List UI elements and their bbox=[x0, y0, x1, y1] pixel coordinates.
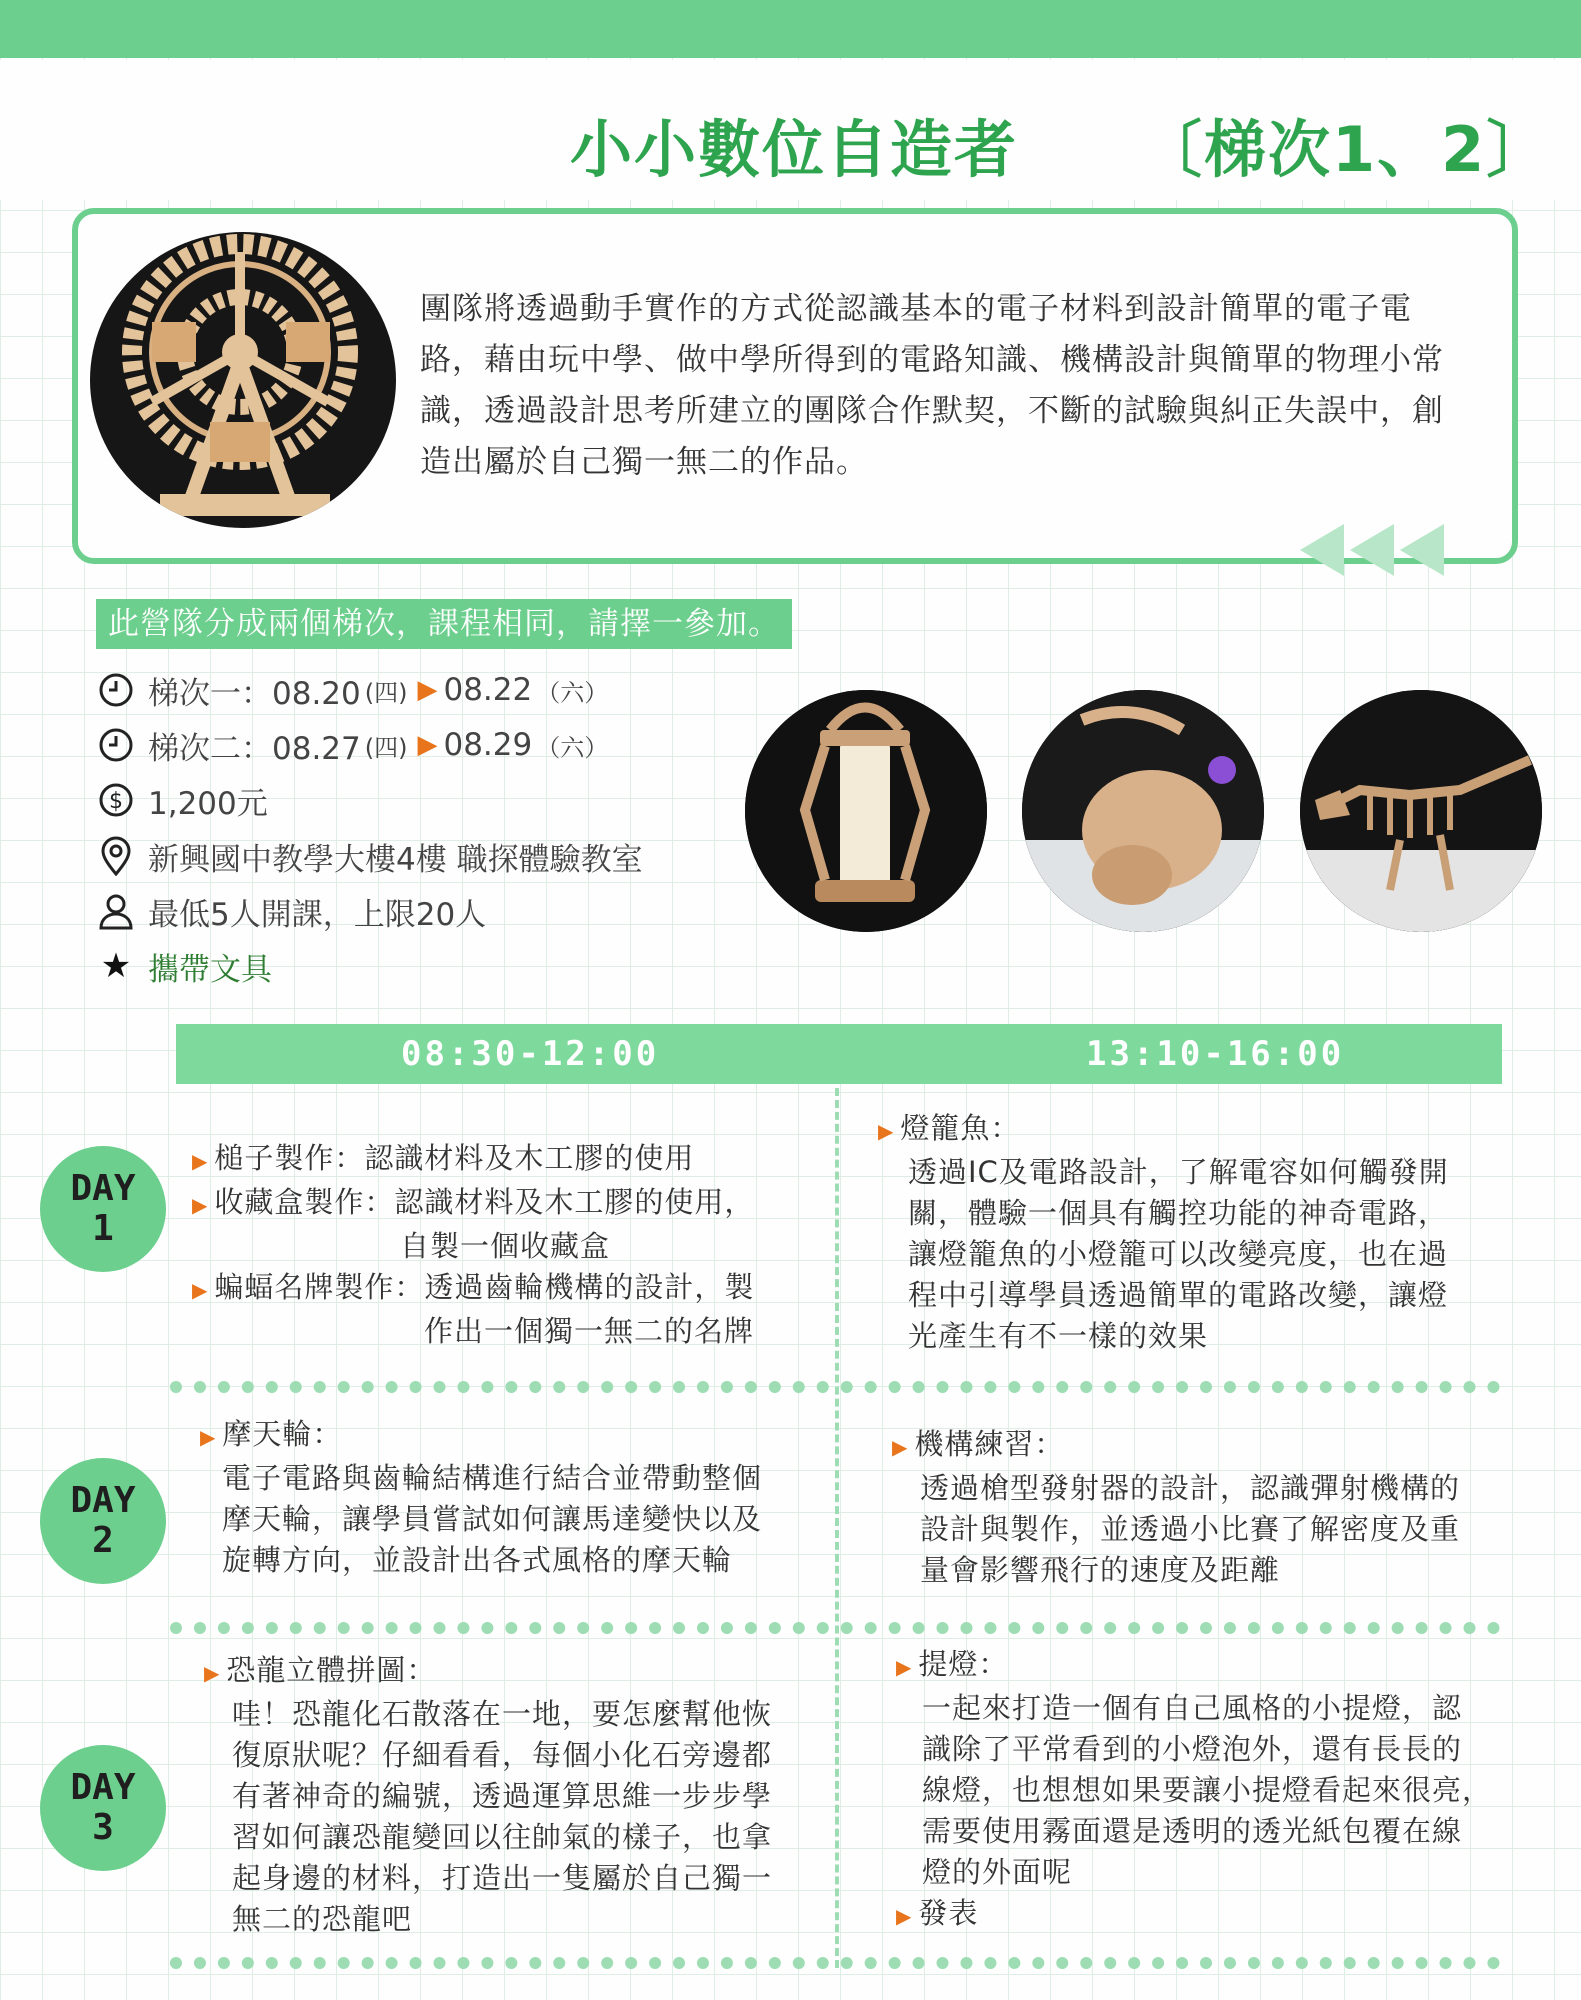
row-divider bbox=[170, 1381, 1500, 1393]
batch-tag: 〔梯次1、2〕 bbox=[1140, 113, 1551, 186]
day-3-afternoon: ▶ 提燈： 一起來打造一個有自己風格的小提燈，認 識除了平常看到的小燈泡外，還有長長的 線燈，也想想如果要讓小提燈看起來很亮， 需要使用霧面還是透明的透光紙包覆在線 燈的外面呢 ▶ 發表 bbox=[896, 1647, 1493, 1930]
morning-header: 08:30-12:00 bbox=[401, 1034, 660, 1074]
day-2-morning: ▶ 摩天輪： 電子電路與齒輪結構進行結合並帶動整個 摩天輪，讓學員嘗試如何讓馬達變快以及 旋轉方向，並設計出各式風格的摩天輪 bbox=[200, 1417, 763, 1577]
top-banner bbox=[0, 0, 1581, 58]
arrow-right-icon: ▶ bbox=[892, 1435, 909, 1459]
day-3-badge: DAY 3 bbox=[40, 1745, 166, 1871]
clock-icon bbox=[96, 725, 136, 765]
arrow-right-icon: ▶ bbox=[192, 1193, 209, 1217]
svg-text:$: $ bbox=[109, 789, 123, 814]
arrow-right-icon: ▶ bbox=[192, 1278, 209, 1302]
day-3-morning: ▶ 恐龍立體拼圖： 哇！恐龍化石散落在一地，要怎麼幫他恢 復原狀呢？仔細看看，每個小化石旁邊都 有著神奇的編號，透過運算思維一步步學 習如何讓恐龍變回以往帥氣的樣子，也拿 起身邊的材料，打造出一隻屬於自己獨一 無二的恐龍吧 bbox=[204, 1653, 773, 1936]
lantern-photo bbox=[745, 690, 987, 932]
arrow-right-icon: ▶ bbox=[192, 1149, 209, 1173]
arrow-right-icon: ▶ bbox=[204, 1661, 221, 1685]
batch-notice: 此營隊分成兩個梯次，課程相同，請擇一參加。 bbox=[96, 599, 792, 649]
batch1-info: 梯次一：08.20 (四) ▶ 08.22 （六） bbox=[96, 667, 612, 713]
arrow-right-icon: ▶ bbox=[417, 675, 438, 705]
dinosaur-photo bbox=[1300, 690, 1542, 932]
page-title: 小小數位自造者 bbox=[570, 113, 1019, 186]
row-divider bbox=[170, 1957, 1500, 1969]
location-pin-icon bbox=[96, 836, 136, 876]
intro-text: 團隊將透過動手實作的方式從認識基本的電子材料到設計簡單的電子電路，藉由玩中學、做中學所得到的電路知識、機構設計與簡單的物理小常識，透過設計思考所建立的團隊合作默契，不斷的試驗與糾正失誤中，創造出屬於自己獨一無二的作品。 bbox=[420, 291, 1444, 480]
clock-icon bbox=[96, 670, 136, 710]
list-item: ▶ 槌子製作：認識材料及木工膠的使用 bbox=[192, 1141, 695, 1175]
star-icon: ★ bbox=[100, 946, 132, 986]
arrow-right-icon: ▶ bbox=[417, 730, 438, 760]
dollar-icon bbox=[96, 780, 136, 820]
capacity-info: 最低5人開課，上限20人 bbox=[96, 888, 486, 934]
day-2-afternoon: ▶ 機構練習： 透過槍型發射器的設計，認識彈射機構的 設計與製作，並透過小比賽了解密度及重 量會影響飛行的速度及距離 bbox=[892, 1427, 1461, 1587]
arrow-right-icon: ▶ bbox=[200, 1425, 217, 1449]
arrow-right-icon: ▶ bbox=[896, 1655, 913, 1679]
column-divider bbox=[835, 1088, 839, 1968]
arrow-right-icon: ▶ bbox=[896, 1904, 913, 1928]
day-1-badge: DAY 1 bbox=[40, 1146, 166, 1272]
list-item: ▶ 蝙蝠名牌製作：透過齒輪機構的設計，製 bbox=[192, 1270, 755, 1304]
schedule-header bbox=[176, 1024, 1502, 1084]
ferris-wheel-photo bbox=[90, 232, 396, 528]
afternoon-header: 13:10-16:00 bbox=[1086, 1034, 1345, 1074]
person-icon bbox=[96, 891, 136, 931]
row-divider bbox=[170, 1622, 1500, 1634]
batch2-info: 梯次二：08.27 (四) ▶ 08.29 （六） bbox=[96, 722, 612, 768]
day-1-afternoon: ▶ 燈籠魚： 透過IC及電路設計，了解電容如何觸發開 關，體驗一個具有觸控功能的神奇電路， 讓燈籠魚的小燈籠可以改變亮度，也在過 程中引導學員透過簡單的電路改變，讓燈 光產生有不一樣的效果 bbox=[878, 1111, 1449, 1353]
fee-info: $ 1,200元 bbox=[96, 777, 268, 823]
day-2-badge: DAY 2 bbox=[40, 1458, 166, 1584]
location-info: 新興國中教學大樓4樓 職探體驗教室 bbox=[96, 833, 643, 879]
day-1-morning: ▶ 槌子製作：認識材料及木工膠的使用 ▶ 收藏盒製作：認識材料及木工膠的使用， 自製一個收藏盒 ▶ 蝙蝠名牌製作：透過齒輪機構的設計，製 作出一個獨一無二的名牌 bbox=[192, 1138, 812, 1352]
lantern-fish-photo bbox=[1022, 690, 1264, 932]
list-item: ▶ 收藏盒製作：認識材料及木工膠的使用， bbox=[192, 1185, 755, 1219]
bring-info: ★ 攜帶文具 bbox=[96, 943, 272, 989]
arrow-right-icon: ▶ bbox=[878, 1119, 895, 1143]
decorative-arrows-icon bbox=[1300, 524, 1470, 576]
